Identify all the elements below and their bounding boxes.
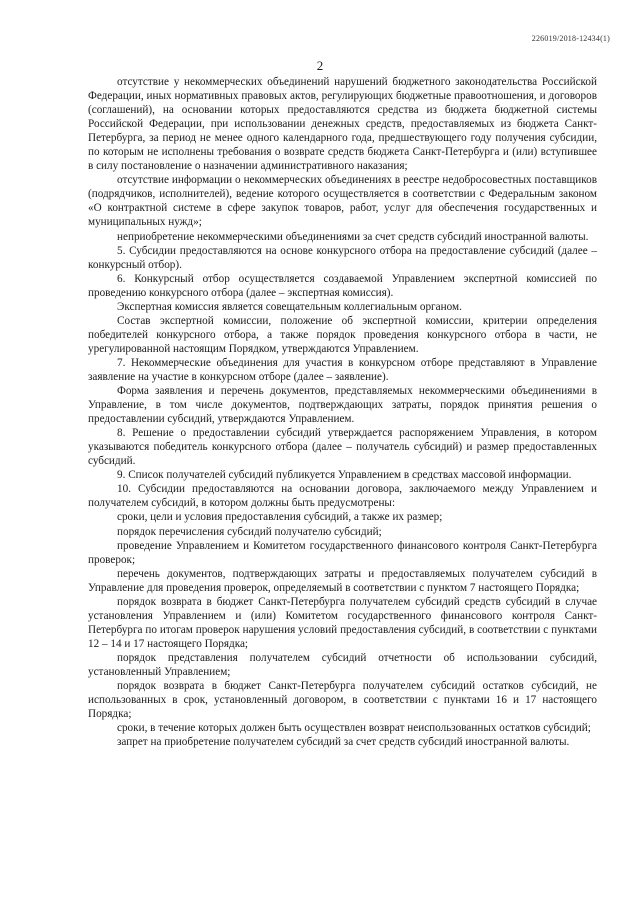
paragraph: сроки, цели и условия предоставления субсидий, а также их размер; <box>117 511 443 524</box>
paragraph: 5. Субсидии предоставляются на основе конкурсного отбора на предоставление субсидий (далее – конкурсный отбор). <box>88 244 597 271</box>
paragraph: Состав экспертной комиссии, положение об экспертной комиссии, критерии определения победителей конкурсного отбора, а также порядок проведения конкурсного отбора в части, не урегулированной настоящим Порядком, утверждаются Управлением. <box>88 314 597 355</box>
paragraph: порядок представления получателем субсидий отчетности об использовании субсидий, установленный Управлением; <box>88 651 597 678</box>
paragraph: Форма заявления и перечень документов, представляемых некоммерческими объединениями в Управление, в том числе документов, подтверждающих затраты, порядок принятия решения о предоставлении субсидий, утверждаются Управлением. <box>88 385 597 426</box>
paragraph: 6. Конкурсный отбор осуществляется создаваемой Управлением экспертной комиссией по проведению конкурсного отбора (далее – экспертная комиссия). <box>88 272 597 299</box>
paragraph: Экспертная комиссия является совещательным коллегиальным органом. <box>117 300 462 313</box>
paragraph: отсутствие у некоммерческих объединений нарушений бюджетного законодательства Российской Федерации, иных нормативных правовых актов, регулирующих бюджетные правоотношения, и договоров (соглашений), на основании которых предоставляются средства из бюджета бюджетной системы Российской Федерации, при использовании денежных средств, предоставляемых из бюджета Санкт-Петербурга, за период не менее одного календарного года, предшествующего году получения субсидии, по которым не исполнены требования о возврате средств бюджета Санкт-Петербурга и (или) вступившее в силу постановление о назначении административного наказания; <box>88 76 597 173</box>
paragraph: перечень документов, подтверждающих затраты и предоставляемых получателем субсидий в Управление для проведения проверок, определяемый в соответствии с пунктом 7 настоящего Порядка; <box>88 567 597 594</box>
paragraph: 9. Список получателей субсидий публикуется Управлением в средствах массовой информации. <box>117 469 572 482</box>
document-id: 226019/2018-12434(1) <box>531 34 610 43</box>
paragraph: порядок перечисления субсидий получателю субсидий; <box>117 525 382 538</box>
paragraph: отсутствие информации о некоммерческих объединениях в реестре недобросовестных поставщиков (подрядчиков, исполнителей), ведение которого осуществляется в соответствии с Федеральным законом «О контрактной системе в сфере закупок товаров, работ, услуг для обеспечения государственных и муниципальных нужд»; <box>88 174 597 229</box>
page-number: 2 <box>316 58 324 73</box>
paragraph: неприобретение некоммерческими объединениями за счет средств субсидий иностранной валюты. <box>117 230 589 243</box>
paragraph: 7. Некоммерческие объединения для участия в конкурсном отборе представляют в Управление заявление на участие в конкурсном отборе (далее – заявление). <box>88 356 597 383</box>
paragraph: проведение Управлением и Комитетом государственного финансового контроля Санкт-Петербурга проверок; <box>88 539 597 566</box>
paragraph: порядок возврата в бюджет Санкт-Петербурга получателем субсидий остатков субсидий, не использованных в срок, установленный договором, в соответствии с пунктами 16 и 17 настоящего Порядка; <box>88 680 597 721</box>
paragraph: 8. Решение о предоставлении субсидий утверждается распоряжением Управления, в котором указываются победитель конкурсного отбора (далее – получатель субсидий) и размер предоставленных субсидий. <box>88 427 597 468</box>
paragraph: 10. Субсидии предоставляются на основании договора, заключаемого между Управлением и получателем субсидий, в котором должны быть предусмотрены: <box>88 483 597 510</box>
paragraph: запрет на приобретение получателем субсидий за счет средств субсидий иностранной валюты. <box>117 736 570 749</box>
paragraph: порядок возврата в бюджет Санкт-Петербурга получателем субсидий средств субсидий в случае установления Управлением и (или) Комитетом государственного финансового контроля Санкт-Петербурга по итогам проверок нарушения условий предоставления субсидий, в соответствии с пунктами 12 – 14 и 17 настоящего Порядка; <box>88 595 597 650</box>
paragraph: сроки, в течение которых должен быть осуществлен возврат неиспользованных остатков субсидий; <box>117 722 591 735</box>
document-body <box>88 75 597 749</box>
